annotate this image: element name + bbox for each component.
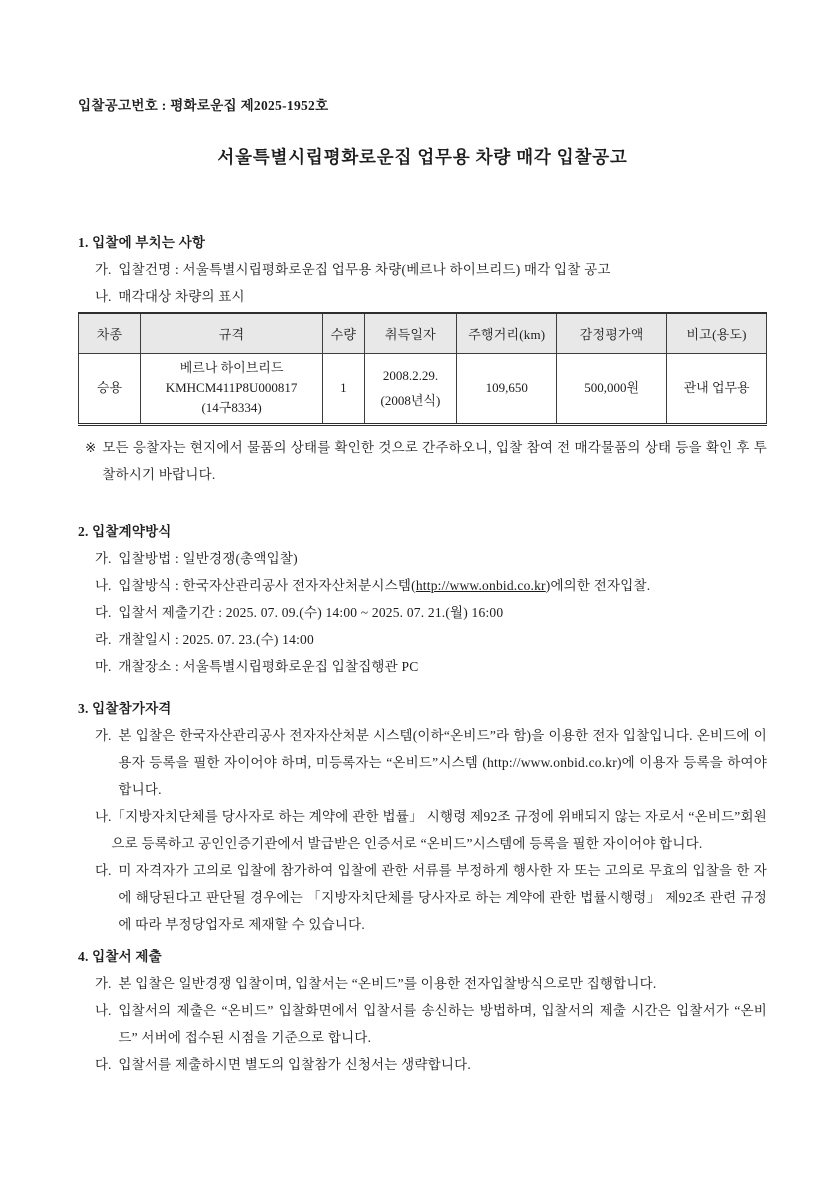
item-text: 입찰건명 : 서울특별시립평화로운집 업무용 차량(베르나 하이브리드) 매각 입찰 공고 bbox=[118, 262, 611, 277]
item-label: 다. bbox=[95, 1056, 112, 1072]
note-text: 모든 응찰자는 현지에서 물품의 상태를 확인한 것으로 간주하오니, 입찰 참여 전 매각물품의 상태 등을 확인 후 투찰하시기 바랍니다. bbox=[102, 439, 767, 482]
section-bid-contract-method bbox=[78, 518, 767, 680]
section-2-item-ga bbox=[78, 545, 767, 572]
acquired-date: 2008.2.29. bbox=[382, 368, 439, 383]
section-4-item-da bbox=[78, 1051, 767, 1078]
section-3-item-ga bbox=[78, 722, 767, 803]
table-note bbox=[78, 434, 767, 488]
col-header-appraisal: 감정평가액 bbox=[557, 313, 667, 353]
item-text: 매각대상 차량의 표시 bbox=[118, 289, 245, 304]
doc-number: 입찰공고번호 : 평화로운집 제2025-1952호 bbox=[78, 98, 329, 113]
page-title: 서울특별시립평화로운집 업무용 차량 매각 입찰공고 bbox=[217, 147, 628, 167]
vehicle-table bbox=[78, 312, 767, 426]
item-label: 가. bbox=[95, 262, 112, 277]
item-label: 나. bbox=[95, 1002, 112, 1018]
spec-plate: (14구8334) bbox=[201, 400, 262, 415]
item-text: 입찰방법 : 일반경쟁(총액입찰) bbox=[118, 550, 298, 566]
item-label: 마. bbox=[95, 658, 112, 674]
item-text: 입찰서 제출기간 : 2025. 07. 09.(수) 14:00 ~ 2025. 07. 21.(월) 16:00 bbox=[118, 604, 504, 620]
item-text: 입찰서의 제출은 “온비드” 입찰화면에서 입찰서를 송신하는 방법하며, 입찰서의 제출 시간은 입찰서가 “온비드” 서버에 접수된 시점을 기준으로 합니다. bbox=[118, 1002, 767, 1045]
section-4-item-ga bbox=[78, 970, 767, 997]
table-header-row bbox=[79, 313, 767, 353]
onbid-url-link[interactable]: http://www.onbid.co.kr bbox=[415, 577, 546, 593]
item-label: 나. bbox=[95, 808, 112, 824]
spec-model: 베르나 하이브리드 bbox=[179, 360, 284, 375]
item-text: 입찰서를 제출하시면 별도의 입찰참가 신청서는 생략합니다. bbox=[118, 1056, 471, 1072]
cell-quantity: 1 bbox=[323, 353, 364, 424]
item-label: 라. bbox=[95, 631, 112, 647]
cell-vehicle-type: 승용 bbox=[79, 353, 141, 424]
cell-appraisal: 500,000원 bbox=[557, 353, 667, 424]
item-text: 개찰일시 : 2025. 07. 23.(수) 14:00 bbox=[118, 631, 314, 647]
item-text: 미 자격자가 고의로 입찰에 참가하여 입찰에 관한 서류를 부정하게 행사한 자 또는 고의로 무효의 입찰을 한 자에 해당된다고 판단될 경우에는 「지방자치단체를 당사자로 하는 계약에 관한 법률시행령」 제92조 관련 규정에 따라 부정당업자로 제재할 수 있습니다. bbox=[118, 862, 767, 932]
col-header-vehicle-type: 차종 bbox=[79, 313, 141, 353]
section-2-heading: 2. 입찰계약방식 bbox=[78, 523, 172, 539]
section-1-heading: 1. 입찰에 부치는 사항 bbox=[78, 235, 206, 250]
col-header-spec: 규격 bbox=[140, 313, 322, 353]
col-header-remark: 비고(용도) bbox=[667, 313, 767, 353]
section-bid-eligibility bbox=[78, 695, 767, 938]
section-1-item-na bbox=[78, 283, 767, 310]
cell-mileage: 109,650 bbox=[457, 353, 557, 424]
section-2-item-ra bbox=[78, 626, 767, 653]
section-bid-submission bbox=[78, 943, 767, 1078]
note-marker: ※ bbox=[85, 439, 97, 455]
item-label: 다. bbox=[95, 604, 112, 620]
item-text: 본 입찰은 한국자산관리공사 전자자산처분 시스템(이하“온비드”라 함)을 이용한 전자 입찰입니다. 온비드에 이용자 등록을 필한 자이어야 하며, 미등록자는 “온비드”시스템 (http://www.onbid.co.kr)에 이용자 등록을 하여야 합니다. bbox=[118, 727, 767, 797]
col-header-quantity: 수량 bbox=[323, 313, 364, 353]
spec-vin: KMHCM411P8U000817 bbox=[165, 380, 298, 395]
item-label: 다. bbox=[95, 862, 112, 878]
section-4-heading: 4. 입찰서 제출 bbox=[78, 948, 162, 964]
item-label: 나. bbox=[95, 577, 112, 593]
section-bid-items bbox=[78, 229, 767, 488]
cell-remark: 관내 업무용 bbox=[667, 353, 767, 424]
section-3-item-na bbox=[78, 803, 767, 857]
section-3-heading: 3. 입찰참가자격 bbox=[78, 700, 172, 716]
item-text bbox=[118, 572, 767, 599]
item-text: 본 입찰은 일반경쟁 입찰이며, 입찰서는 “온비드”를 이용한 전자입찰방식으로만 집행합니다. bbox=[118, 975, 657, 991]
section-2-item-da bbox=[78, 599, 767, 626]
section-2-item-ma bbox=[78, 653, 767, 680]
cell-acquired-date bbox=[364, 353, 457, 424]
section-2-item-na bbox=[78, 572, 767, 599]
section-3-item-da bbox=[78, 857, 767, 938]
item-label: 가. bbox=[95, 550, 112, 566]
item-label: 가. bbox=[95, 975, 112, 991]
col-header-acquired-date: 취득일자 bbox=[364, 313, 457, 353]
section-1-item-ga bbox=[78, 256, 767, 283]
item-label: 나. bbox=[95, 289, 112, 304]
cell-spec bbox=[140, 353, 322, 424]
text-pre: 입찰방식 : 한국자산관리공사 전자자산처분시스템( bbox=[118, 577, 416, 593]
table-row bbox=[79, 353, 767, 424]
acquired-year: (2008년식) bbox=[380, 393, 441, 408]
item-text: 「지방자치단체를 당사자로 하는 계약에 관한 법률」 시행령 제92조 규정에 위배되지 않는 자로서 “온비드”회원으로 등록하고 공인인증기관에서 발급받은 인증서로 “온비드”시스템에 등록을 필한 자이어야 합니다. bbox=[111, 808, 767, 851]
section-4-item-na bbox=[78, 997, 767, 1051]
item-text: 개찰장소 : 서울특별시립평화로운집 입찰집행관 PC bbox=[118, 658, 419, 674]
item-label: 가. bbox=[95, 727, 112, 743]
text-post: )에의한 전자입찰. bbox=[545, 577, 651, 593]
col-header-mileage: 주행거리(km) bbox=[457, 313, 557, 353]
